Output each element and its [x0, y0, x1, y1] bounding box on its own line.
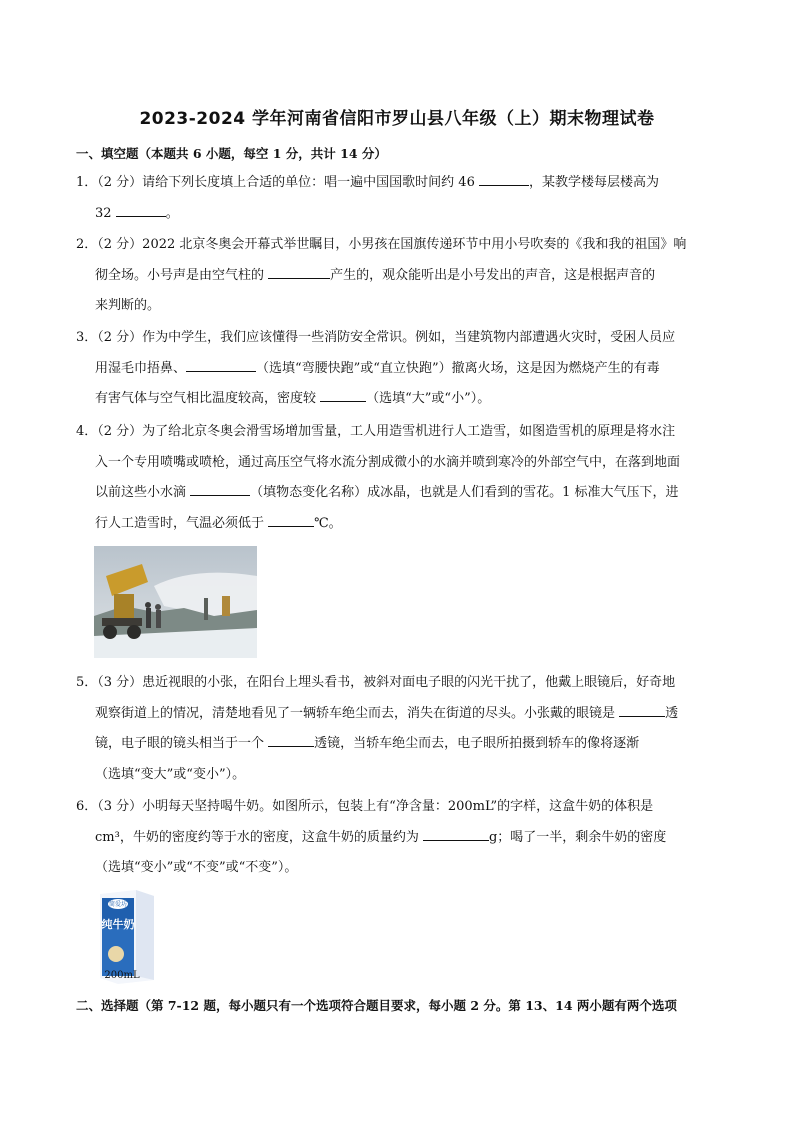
- answer-blank: [268, 734, 314, 747]
- q4-text: 入一个专用喷嘴或喷枪，通过高压空气将水流分割成微小的水滴并喷到寒冷的外部空气中，在落到地面: [95, 454, 681, 470]
- q3-text: （选填“弯腰快跑”或“直立快跑”）撤离火场，这是因为燃烧产生的有毒: [256, 360, 660, 376]
- q6-text: 6．（3 分）小明每天坚持喝牛奶。如图所示，包装上有“净含量：200mL”的字样，这盒牛奶的体积是: [76, 799, 654, 814]
- q5-text: 镜，电子眼的镜头相当于一个: [95, 736, 269, 752]
- q4-text: ℃。: [314, 516, 342, 532]
- answer-blank: [268, 266, 330, 279]
- question-4: [76, 417, 722, 540]
- q3-text: 3．（2 分）作为中学生，我们应该懂得一些消防安全常识。例如，当建筑物内部遭遇火灾时，受困人员应: [76, 330, 676, 345]
- answer-blank: [619, 704, 665, 717]
- milk-name-text: 纯牛奶: [101, 918, 135, 931]
- question-6: [76, 792, 722, 884]
- q1-text: 。: [165, 205, 179, 221]
- q2-text: 来判断的。: [95, 298, 161, 314]
- section-1-heading: 一、填空题（本题共 6 小题，每空 1 分，共计 14 分）: [76, 146, 387, 161]
- question-2: [76, 230, 722, 322]
- q5-text: 透: [665, 705, 679, 721]
- answer-blank: [186, 359, 256, 372]
- q3-text: （选填“大”或“小”）。: [366, 391, 491, 407]
- q3-text: 用湿毛巾捂鼻、: [95, 360, 187, 376]
- milk-carton-image: [96, 888, 158, 984]
- q6-text: cm³，牛奶的密度约等于水的密度，这盒牛奶的质量约为: [95, 829, 423, 845]
- q3-text: 有害气体与空气相比温度较高，密度较: [95, 391, 321, 407]
- q6-text: g；喝了一半，剩余牛奶的密度: [488, 829, 667, 845]
- q2-text: 2．（2 分）2022 北京冬奥会开幕式举世瞩目，小男孩在国旗传递环节中用小号吹奏的《我和我的祖国》响: [76, 237, 687, 252]
- q5-text: （选填“变大”或“变小”）。: [95, 767, 246, 783]
- q5-text: 观察街道上的情况，清楚地看见了一辆轿车绝尘而去，消失在街道的尽头。小张戴的眼镜是: [95, 705, 620, 721]
- section-2-heading: 二、选择题（第 7-12 题，每小题只有一个选项符合题目要求，每小题 2 分。第 13、14 两小题有两个选项: [76, 998, 677, 1013]
- answer-blank: [423, 828, 489, 841]
- answer-blank: [479, 173, 529, 186]
- q4-text: 4．（2 分）为了给北京冬奥会滑雪场增加雪量，工人用造雪机进行人工造雪，如图造雪机的原理是将水注: [76, 424, 676, 439]
- q2-text: 彻全场。小号声是由空气柱的: [95, 267, 269, 283]
- question-5: [76, 668, 722, 791]
- q4-text: 以前这些小水滴: [95, 485, 191, 501]
- answer-blank: [320, 389, 366, 402]
- question-3: [76, 323, 722, 415]
- milk-volume-text: 200mL: [104, 970, 140, 981]
- answer-blank: [116, 204, 166, 217]
- exam-title: 2023-2024 学年河南省信阳市罗山县八年级（上）期末物理试卷: [139, 109, 655, 129]
- q5-text: 5．（3 分）患近视眼的小张，在阳台上埋头看书，被斜对面电子眼的闪光干扰了，他戴上眼镜后，好奇地: [76, 675, 676, 690]
- q4-text: （填物态变化名称）成冰晶，也就是人们看到的雪花。1 标准大气压下，进: [250, 485, 679, 501]
- q1-text: 1．（2 分）请给下列长度填上合适的单位：唱一遍中国国歌时间约 46: [76, 175, 479, 190]
- answer-blank: [268, 514, 314, 527]
- milk-brand-text: 简爱坊: [108, 901, 128, 908]
- question-1: [76, 168, 722, 229]
- q5-text: 透镜，当轿车绝尘而去，电子眼所拍摄到轿车的像将逐渐: [314, 736, 640, 752]
- q2-text: 产生的，观众能听出是小号发出的声音，这是根据声音的: [330, 267, 656, 283]
- q1-text: 32: [95, 205, 116, 221]
- q6-text: （选填“变小”或“不变”或“不变”）。: [95, 860, 298, 876]
- q4-text: 行人工造雪时，气温必须低于: [95, 516, 269, 532]
- answer-blank: [190, 483, 250, 496]
- q1-text: ，某教学楼每层楼高为: [528, 175, 659, 190]
- snow-machine-photo: [94, 546, 257, 658]
